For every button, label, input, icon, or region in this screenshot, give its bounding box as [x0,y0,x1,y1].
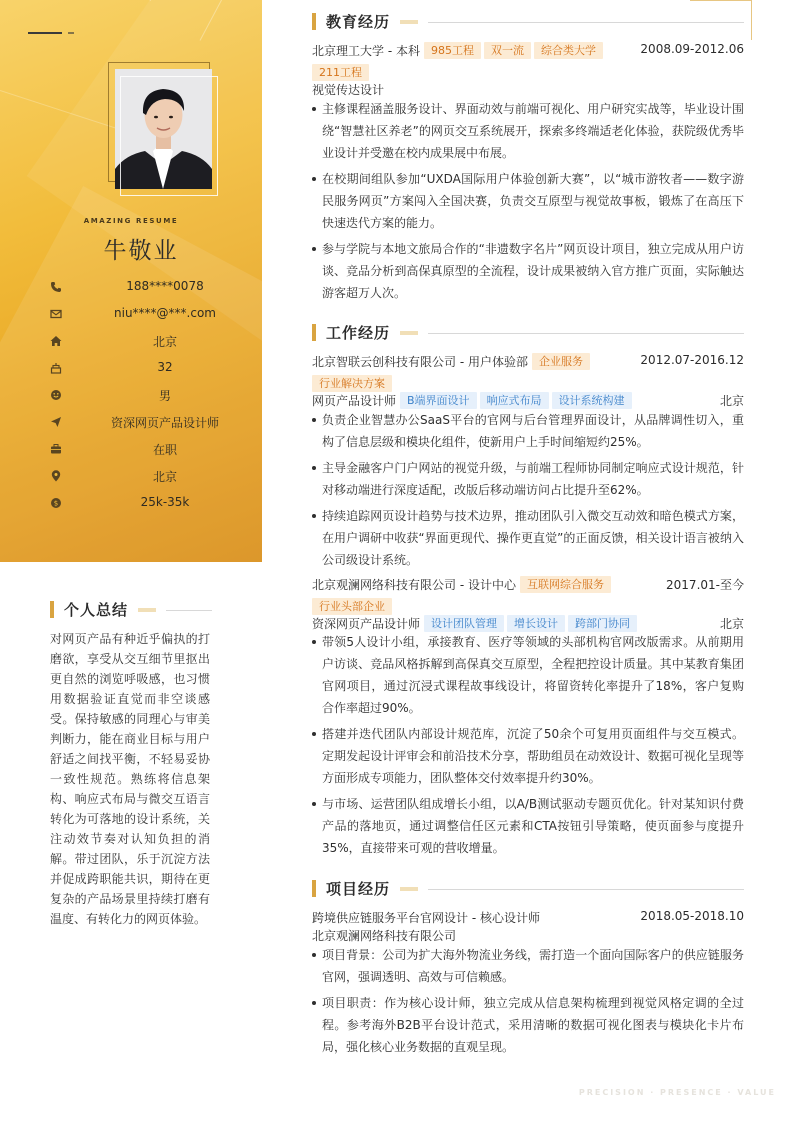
school-tag: 综合类大学 [534,42,603,59]
info-row-email [50,306,240,324]
project-name: 跨境供应链服务平台官网设计 - 核心设计师 [312,911,540,925]
education-title: 教育经历 [326,13,391,31]
section-accent-bar [312,324,316,341]
section-dash [400,331,418,335]
section-dash [138,608,156,612]
section-dash [400,20,418,24]
job-period: 2017.01-至今 [666,578,744,592]
resume-tagline: AMAZING RESUME [83,217,179,225]
info-row-salary [50,495,240,513]
money-icon [50,497,62,509]
list-item: 参与学院与本地文旅局合作的“非遗数字名片”网页设计项目，独立完成从用户访谈、竞品分析到高保真原型的全流程，设计成果被纳入官方推广页面，实际触达游客超万人次。 [312,238,744,304]
info-row-location [50,468,240,486]
projects-header [312,879,744,901]
work-header [312,323,744,345]
education-entry-header [312,42,744,62]
status-value: 在职 [152,443,177,457]
info-row-age [50,360,240,378]
section-accent-bar [312,13,316,30]
job-role: 网页产品设计师 [312,394,397,408]
list-item: 搭建并迭代团队内部设计规范库，沉淀了50余个可复用页面组件与交互模式。定期发起设计评审会和前沿技术分享，帮助组员在动效设计、数据可视化呈现等方面形成专项能力，团队整体交付效率提升约30%。 [312,723,744,789]
location-pin-icon [50,470,62,482]
job-city: 北京 [719,394,744,408]
briefcase-icon [50,443,62,455]
company-tag: 行业头部企业 [312,598,392,615]
candidate-name: 牛敬业 [103,238,179,264]
mail-icon [50,308,62,320]
company-tag: 互联网综合服务 [520,576,611,593]
project-bullets [312,944,744,1062]
footer-motto: PRECISION · PRESENCE · VALUE [578,1088,776,1097]
phone-value: 188****0078 [126,279,204,293]
list-item: 负责企业智慧办公SaaS平台的官网与后台管理界面设计，从品牌调性切入，重构了信息层级和模块化组件，使新用户上手时间缩短约25%。 [312,409,744,453]
skill-tag: 设计系统构建 [552,392,632,409]
summary-header [50,600,220,620]
skill-tag: 设计团队管理 [424,615,504,632]
list-item: 与市场、运营团队组成增长小组，以A/B测试驱动专题页优化。针对某知识付费产品的落地页，通过调整信任区元素和CTA按钮引导策略，使页面参与度提升35%，直接带来可观的营收增量。 [312,793,744,859]
job-entry-header [312,576,744,596]
job-bullets [312,409,744,575]
send-icon [50,416,62,428]
summary-text: 对网页产品有种近乎偏执的打磨欲，享受从交互细节里抠出更自然的浏览呼吸感，也习惯用数据验证直觉而非空谈感受。保持敏感的同理心与审美判断力，能在商业目标与用户舒适之间找平衡，不轻易妥协一致性规范。熟练将信息架构、响应式布局与微交互语言转化为可落地的设计系统，关注动效节奏对认知负担的消解。带过团队，乐于沉淀方法并促成跨职能共识，期待在更复杂的产品场景里持续打磨有温度、有转化力的网页体验。 [50,632,210,926]
section-accent-bar [312,880,316,897]
skill-tag: 增长设计 [507,615,565,632]
projects-title: 项目经历 [326,880,391,898]
school-tag: 211工程 [312,64,369,81]
skill-tag: 跨部门协同 [568,615,637,632]
decor-line [690,0,752,1]
phone-icon [50,281,62,293]
list-item: 项目背景：公司为扩大海外物流业务线，需打造一个面向国际客户的供应链服务官网，强调透明、高效与可信赖感。 [312,944,744,988]
school-tag: 双一流 [484,42,531,59]
section-divider [428,333,744,334]
section-dash [400,887,418,891]
section-divider [166,610,212,611]
job-company: 北京智联云创科技有限公司 - 用户体验部 [312,355,528,369]
salary-value: 25k-35k [140,495,190,509]
work-title: 工作经历 [326,324,391,342]
job-period: 2012.07-2016.12 [640,353,744,367]
gender-value: 男 [158,389,171,403]
home-icon [50,335,62,347]
decor-dash [68,32,74,34]
school-line [312,42,603,59]
list-item: 主修课程涵盖服务设计、界面动效与前端可视化、用户研究实战等，毕业设计围绕“智慧社区养老”的网页交互系统展开，探索多终端适老化体验，获院级优秀毕业设计并受邀在校内成果展中布展。 [312,98,744,164]
project-entry-header [312,909,744,929]
list-item: 在校期间组队参加“UXDA国际用户体验创新大赛”，以“城市游牧者——数字游民服务网页”方案闯入全国决赛，负责交互原型与视觉故事板，锻炼了在高压下快速迭代方案的能力。 [312,168,744,234]
list-item: 带领5人设计小组，承接教育、医疗等领域的头部机构官网改版需求。从前期用户访谈、竞品风格拆解到高保真交互原型，全程把控设计质量。其中某教育集团官网项目，通过沉浸式课程故事线设计，将留资转化率提升了18%，客户复购合作率超过90%。 [312,631,744,719]
info-row-status [50,441,240,459]
school-tag: 985工程 [424,42,481,59]
svg-text:$: $ [53,499,59,508]
section-accent-bar [50,601,54,618]
email-value: niu****@***.com [114,306,216,320]
info-row-hometown [50,333,240,351]
photo-frame [120,76,218,196]
job-entry-header [312,353,744,373]
education-major: 视觉传达设计 [312,83,385,97]
school-name: 北京理工大学 - 本科 [312,44,420,58]
job-role: 资深网页产品设计师 [312,617,421,631]
job-bullets [312,631,744,863]
cake-icon [50,362,62,374]
list-item: 项目职责：作为核心设计师，独立完成从信息架构梳理到视觉风格定调的全过程。参考海外B2B平台设计范式，采用清晰的数据可视化图表与模块化卡片布局，强化核心业务数据的直观呈现。 [312,992,744,1058]
section-divider [428,22,744,23]
decor-dash [28,32,62,34]
list-item: 持续追踪网页设计趋势与技术边界，推动团队引入微交互动效和暗色模式方案，在用户调研中收获“界面更现代、操作更直觉”的正面反馈，相关设计语言被纳入公司级设计系统。 [312,505,744,571]
info-row-position [50,414,240,432]
job-city: 北京 [719,617,744,631]
job-company: 北京观澜网络科技有限公司 - 设计中心 [312,578,516,592]
location-value: 北京 [152,470,177,484]
info-row-phone [50,279,240,297]
project-company: 北京观澜网络科技有限公司 [312,929,457,943]
education-bullets [312,98,744,308]
education-period: 2008.09-2012.06 [640,42,744,56]
smile-icon [50,389,62,401]
education-header [312,12,744,34]
summary-title: 个人总结 [64,601,129,619]
project-period: 2018.05-2018.10 [640,909,744,923]
decor-line [751,0,752,40]
info-row-gender [50,387,240,405]
company-tag: 企业服务 [532,353,590,370]
skill-tag: B端界面设计 [400,392,477,409]
age-value: 32 [157,360,173,374]
section-divider [428,889,744,890]
list-item: 主导金融客户门户网站的视觉升级，与前端工程师协同制定响应式设计规范，针对移动端进行深度适配，改版后移动端访问占比提升至62%。 [312,457,744,501]
position-value: 资深网页产品设计师 [110,416,219,430]
company-tag: 行业解决方案 [312,375,392,392]
hometown-value: 北京 [152,335,177,349]
skill-tag: 响应式布局 [480,392,549,409]
